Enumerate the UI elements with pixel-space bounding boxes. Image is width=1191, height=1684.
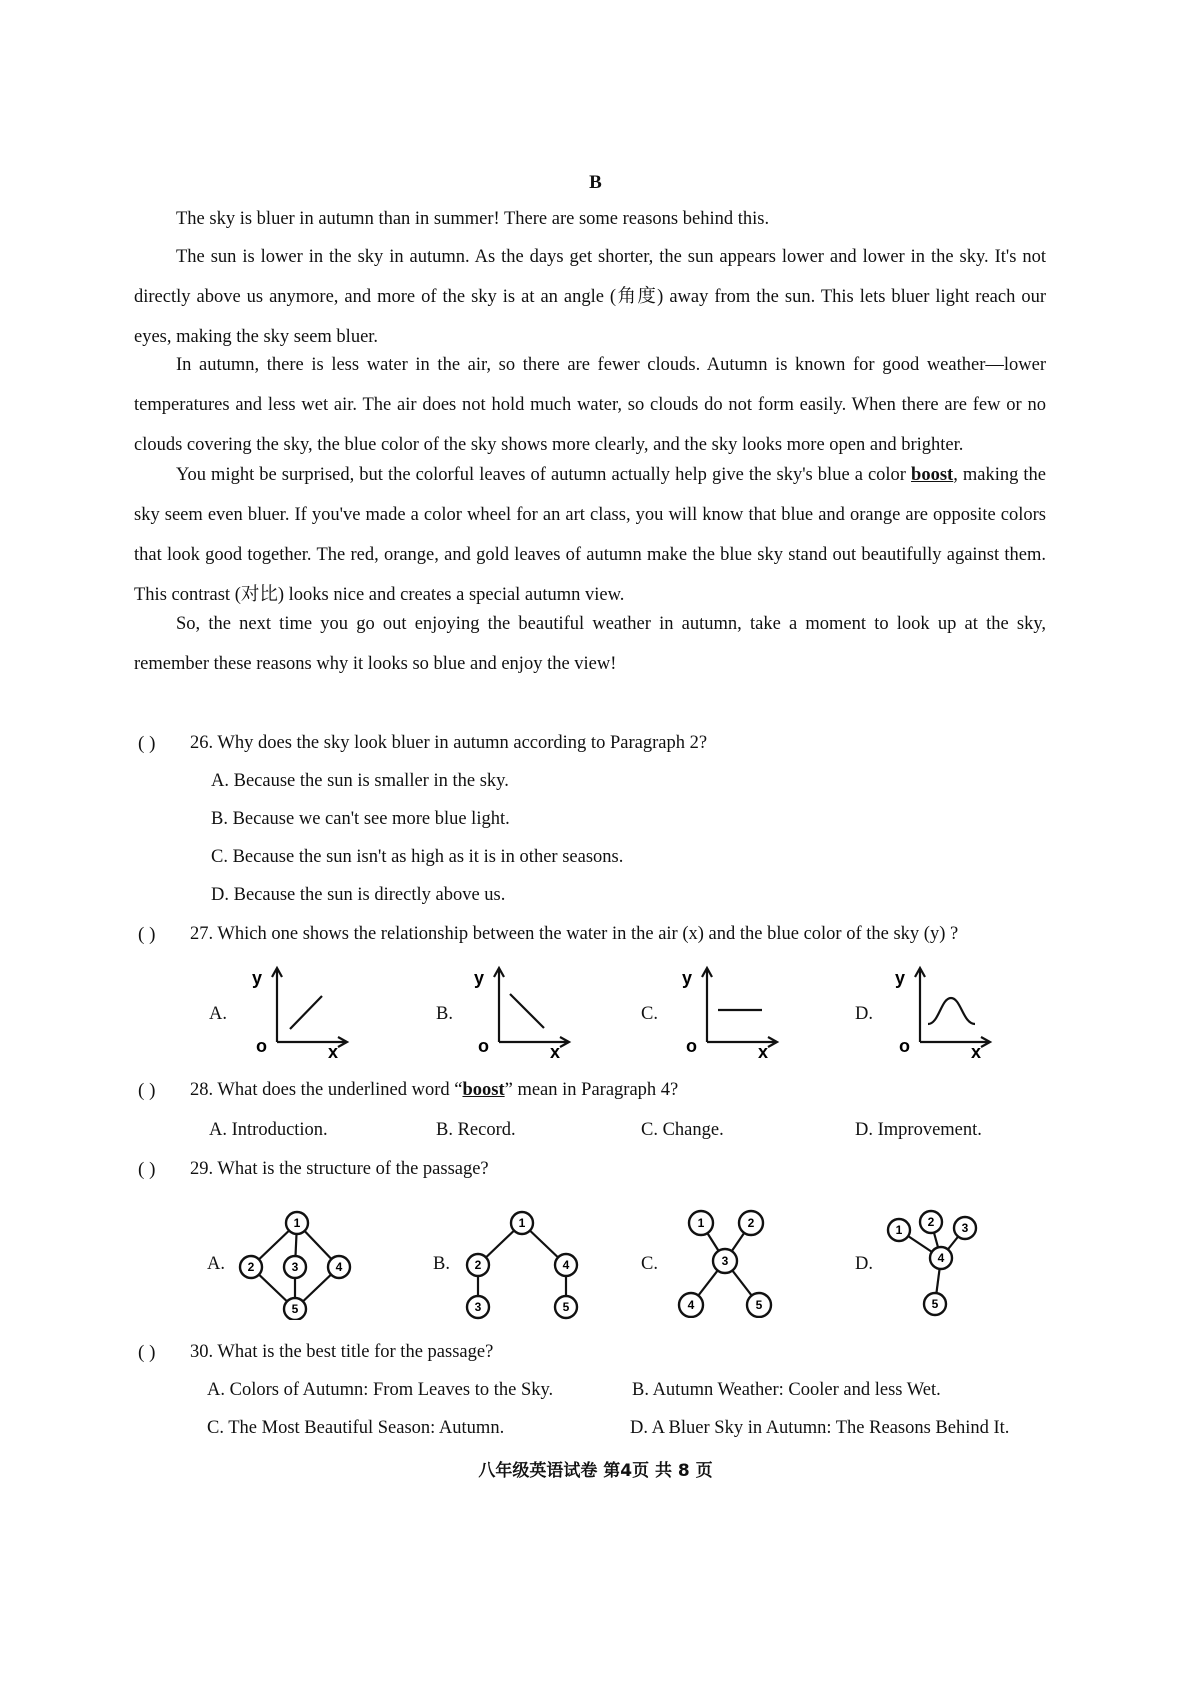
- section-title: B: [589, 172, 602, 193]
- x-axis-label: x: [550, 1042, 561, 1062]
- x-axis-label: x: [328, 1042, 339, 1062]
- q28-option-a: A. Introduction.: [209, 1120, 328, 1140]
- q29-label-d: D.: [855, 1254, 873, 1274]
- q29-label-b: B.: [433, 1254, 450, 1274]
- question-29: 29. What is the structure of the passage?: [190, 1159, 489, 1179]
- q28-option-b: B. Record.: [436, 1120, 516, 1140]
- q28-option-d: D. Improvement.: [855, 1120, 982, 1140]
- node-1: 1: [518, 1216, 526, 1230]
- node-3: 3: [474, 1300, 482, 1314]
- node-2: 2: [474, 1258, 482, 1272]
- node-2: 2: [747, 1216, 755, 1230]
- y-axis-arrow: [272, 968, 282, 1042]
- q28-stem-part-2: ” mean in Paragraph 4?: [504, 1080, 679, 1100]
- paragraph-1: The sky is bluer in autumn than in summer! There are some reasons behind this.: [176, 209, 770, 229]
- y-axis-arrow: [915, 968, 925, 1042]
- q29-label-a: A.: [207, 1254, 225, 1274]
- y-axis-label: y: [252, 968, 263, 988]
- q26-option-b: B. Because we can't see more blue light.: [211, 809, 510, 829]
- underlined-word-boost: boost: [911, 465, 954, 485]
- node-2: 2: [247, 1260, 255, 1274]
- paragraph-4-part-1: You might be surprised, but the colorful leaves of autumn actually help give the sky's blue a color: [176, 465, 912, 485]
- q30-option-a: A. Colors of Autumn: From Leaves to the Sky.: [207, 1380, 554, 1400]
- y-axis-label: y: [895, 968, 906, 988]
- paragraph-5: So, the next time you go out enjoying the beautiful weather in autumn, take a moment to look up at the sky, remember these reasons why it looks so blue and enjoy the view!: [134, 614, 1046, 674]
- node-1: 1: [895, 1223, 903, 1237]
- q27-label-d: D.: [855, 1004, 873, 1024]
- node-4: 4: [562, 1258, 570, 1272]
- node-4: 4: [937, 1251, 945, 1265]
- bell-curve: [928, 998, 975, 1024]
- q27-graph-a: [250, 962, 355, 1062]
- q30-option-c: C. The Most Beautiful Season: Autumn.: [207, 1418, 505, 1438]
- question-28: [190, 1080, 678, 1101]
- question-26: 26. Why does the sky look bluer in autumn according to Paragraph 2?: [190, 733, 708, 753]
- origin-label: o: [478, 1036, 489, 1056]
- origin-label: o: [899, 1036, 910, 1056]
- question-30: 30. What is the best title for the passage?: [190, 1342, 494, 1362]
- q29-label-c: C.: [641, 1254, 658, 1274]
- node-5: 5: [291, 1302, 299, 1316]
- answer-bracket-28[interactable]: ( ): [138, 1080, 156, 1101]
- q26-option-c: C. Because the sun isn't as high as it is in other seasons.: [211, 847, 624, 867]
- q27-label-c: C.: [641, 1004, 658, 1024]
- paragraph-2: The sun is lower in the sky in autumn. As the days get shorter, the sun appears lower and lower in the sky. It's not directly above us anymore, and more of the sky is at an angle (角度) away from the sun. This lets bluer light reach our eyes, making the sky seem bluer.: [134, 247, 1046, 347]
- node-4: 4: [687, 1298, 695, 1312]
- q29-structure-b: [460, 1205, 580, 1320]
- node-1: 1: [293, 1216, 301, 1230]
- answer-bracket-30[interactable]: ( ): [138, 1342, 156, 1363]
- q28-underlined-word: boost: [462, 1080, 505, 1100]
- answer-bracket-29[interactable]: ( ): [138, 1159, 156, 1180]
- q29-structure-a: [235, 1205, 355, 1320]
- y-axis-label: y: [682, 968, 693, 988]
- node-3: 3: [721, 1254, 729, 1268]
- answer-bracket-26[interactable]: ( ): [138, 733, 156, 754]
- node-4: 4: [335, 1260, 343, 1274]
- q29-structure-c: [665, 1203, 785, 1318]
- q27-graph-c: [680, 962, 785, 1062]
- node-1: 1: [697, 1216, 705, 1230]
- y-axis-label: y: [474, 968, 485, 988]
- q26-option-d: D. Because the sun is directly above us.: [211, 885, 506, 905]
- node-5: 5: [562, 1300, 570, 1314]
- q28-stem-part-1: 28. What does the underlined word “: [190, 1080, 463, 1100]
- decreasing-line: [510, 994, 544, 1028]
- paragraph-4-part-2: , making the sky seem even bluer. If you've made a color wheel for an art class, you will know that blue and orange are opposite colors that look good together. The red, orange, and gold leaves of autumn make the blue sky stand out beautifully against them. This contrast (对比) looks nice and creates a special autumn view.: [134, 465, 1046, 605]
- answer-bracket-27[interactable]: ( ): [138, 924, 156, 945]
- question-27: 27. Which one shows the relationship between the water in the air (x) and the blue color of the sky (y) ?: [190, 924, 959, 944]
- y-axis-arrow: [494, 968, 504, 1042]
- node-2: 2: [927, 1215, 935, 1229]
- paragraph-3: In autumn, there is less water in the air, so there are fewer clouds. Autumn is known for good weather—lower temperatures and less wet air. The air does not hold much water, so clouds do not form easily. When there are few or no clouds covering the sky, the blue color of the sky shows more clearly, and the sky looks more open and brighter.: [134, 355, 1046, 455]
- q30-option-d: D. A Bluer Sky in Autumn: The Reasons Behind It.: [630, 1418, 1010, 1438]
- q30-option-b: B. Autumn Weather: Cooler and less Wet.: [632, 1380, 941, 1400]
- node-3: 3: [291, 1260, 299, 1274]
- page-footer: 八年级英语试卷 第4页 共 8 页: [478, 1461, 713, 1481]
- y-axis-arrow: [702, 968, 712, 1042]
- x-axis-label: x: [758, 1042, 769, 1062]
- q29-structure-d: [883, 1206, 1003, 1321]
- x-axis-label: x: [971, 1042, 982, 1062]
- q27-label-b: B.: [436, 1004, 453, 1024]
- paragraph-4: [134, 455, 1046, 615]
- increasing-line: [290, 996, 322, 1029]
- node-5: 5: [755, 1298, 763, 1312]
- node-5: 5: [931, 1297, 939, 1311]
- origin-label: o: [686, 1036, 697, 1056]
- q28-option-c: C. Change.: [641, 1120, 724, 1140]
- q27-label-a: A.: [209, 1004, 227, 1024]
- origin-label: o: [256, 1036, 267, 1056]
- q26-option-a: A. Because the sun is smaller in the sky.: [211, 771, 509, 791]
- q27-graph-b: [472, 962, 577, 1062]
- q27-graph-d: [893, 962, 998, 1062]
- node-3: 3: [961, 1221, 969, 1235]
